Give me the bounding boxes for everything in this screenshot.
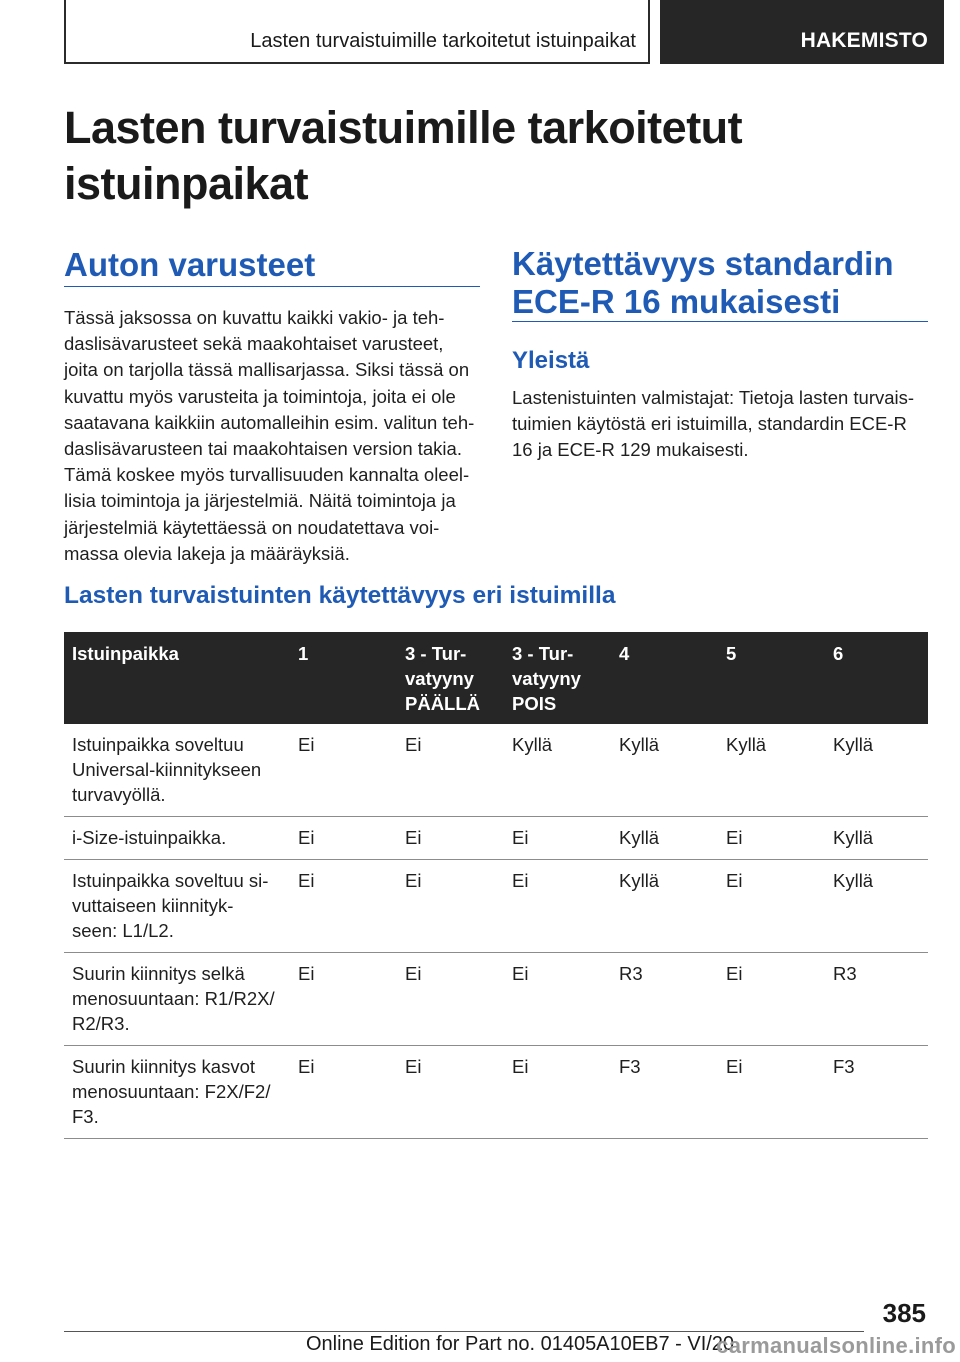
right-heading-line-1: Käytettävyys standardin bbox=[512, 245, 894, 282]
right-heading-rule bbox=[512, 321, 928, 322]
left-section-body bbox=[64, 305, 484, 567]
column-header-text: vatyyny bbox=[512, 668, 581, 689]
cell-text: Ei bbox=[298, 870, 315, 891]
table-row bbox=[64, 860, 928, 953]
cell-text: Kyllä bbox=[833, 734, 874, 755]
column-header bbox=[64, 632, 290, 724]
footer-edition-text: Online Edition for Part no. 01405A10EB7 - VI/20 bbox=[306, 1333, 735, 1355]
cell-text: Ei bbox=[726, 827, 743, 848]
column-header-text: 4 bbox=[619, 643, 630, 664]
right-body-line: Lastenistuinten valmistajat: Tietoja lasten turvais- bbox=[512, 387, 915, 408]
cell-text: Kyllä bbox=[619, 827, 660, 848]
column-header-text: 3 - Tur- bbox=[405, 643, 467, 664]
left-body-line: massa olevia lakeja ja määräyksiä. bbox=[64, 542, 350, 564]
cell-text: R2/R3. bbox=[72, 1013, 130, 1034]
seat-description-cell bbox=[64, 1046, 290, 1139]
table-body bbox=[64, 724, 928, 1139]
table-row bbox=[64, 724, 928, 817]
suitability-cell bbox=[611, 724, 718, 817]
cell-text: R3 bbox=[833, 963, 857, 984]
suitability-cell bbox=[718, 1046, 825, 1139]
column-header-text: Istuinpaikka bbox=[72, 643, 179, 664]
suitability-cell bbox=[825, 1046, 928, 1139]
column-header bbox=[290, 632, 397, 724]
column-header bbox=[397, 632, 504, 724]
suitability-cell bbox=[290, 860, 397, 953]
column-header bbox=[718, 632, 825, 724]
page-number: 385 bbox=[882, 1298, 926, 1328]
suitability-cell bbox=[290, 724, 397, 817]
suitability-cell bbox=[611, 1046, 718, 1139]
suitability-cell bbox=[397, 953, 504, 1046]
suitability-cell bbox=[290, 1046, 397, 1139]
left-body-line: Tässä jaksossa on kuvattu kaikki vakio- ja teh- bbox=[64, 307, 445, 328]
table-row bbox=[64, 817, 928, 860]
table-header-row bbox=[64, 632, 928, 724]
cell-text: Ei bbox=[512, 1056, 529, 1077]
cell-text: Istuinpaikka soveltuu si- bbox=[72, 870, 269, 891]
table-row bbox=[64, 953, 928, 1046]
cell-text: Suurin kiinnitys kasvot bbox=[72, 1056, 256, 1077]
index-tab[interactable] bbox=[660, 0, 944, 64]
cell-text: i-Size-istuinpaikka. bbox=[72, 827, 227, 848]
suitability-cell bbox=[718, 817, 825, 860]
cell-text: Ei bbox=[405, 1056, 422, 1077]
cell-text: Ei bbox=[405, 734, 422, 755]
left-body-line: Tämä koskee myös turvallisuuden kannalta oleel- bbox=[64, 464, 470, 486]
suitability-cell bbox=[504, 860, 611, 953]
suitability-cell bbox=[718, 860, 825, 953]
cell-text: Kyllä bbox=[833, 870, 874, 891]
footer-watermark: carmanualsonline.info bbox=[716, 1333, 956, 1358]
footer-rule bbox=[64, 1331, 864, 1332]
page-title bbox=[64, 100, 924, 212]
suitability-cell bbox=[611, 817, 718, 860]
cell-text: Ei bbox=[726, 963, 743, 984]
cell-text: Suurin kiinnitys selkä bbox=[72, 963, 245, 984]
left-body-line: daslisävarusteet sekä maakohtaiset varusteet, bbox=[64, 333, 444, 355]
column-header-text: POIS bbox=[512, 693, 557, 714]
cell-text: menosuuntaan: R1/R2X/ bbox=[72, 988, 275, 1009]
column-header bbox=[825, 632, 928, 724]
general-subheading: Yleistä bbox=[512, 347, 590, 374]
suitability-cell bbox=[504, 724, 611, 817]
suitability-cell bbox=[825, 724, 928, 817]
cell-text: Kyllä bbox=[619, 734, 660, 755]
column-header bbox=[611, 632, 718, 724]
right-body-line: 16 ja ECE-R 129 mukaisesti. bbox=[512, 439, 749, 461]
cell-text: Ei bbox=[405, 963, 422, 984]
cell-text: menosuuntaan: F2X/F2/ bbox=[72, 1081, 271, 1102]
left-body-line: lisia toimintoja ja järjestelmiä. Näitä toimintoja ja bbox=[64, 490, 456, 512]
suitability-cell bbox=[504, 1046, 611, 1139]
left-body-line: daslisävarusteen tai maakohtaisen version takia. bbox=[64, 438, 462, 460]
cell-text: Ei bbox=[405, 870, 422, 891]
header-section-title: Lasten turvaistuimille tarkoitetut istuinpaikat bbox=[250, 30, 636, 52]
table-row bbox=[64, 1046, 928, 1139]
seat-description-cell bbox=[64, 953, 290, 1046]
column-header-text: PÄÄLLÄ bbox=[405, 693, 481, 714]
suitability-cell bbox=[504, 953, 611, 1046]
seat-description-cell bbox=[64, 860, 290, 953]
cell-text: Kyllä bbox=[512, 734, 553, 755]
cell-text: Ei bbox=[512, 870, 529, 891]
left-body-line: järjestelmiä käytettäessä on noudatettava voi- bbox=[64, 516, 440, 538]
suitability-cell bbox=[397, 817, 504, 860]
suitability-cell bbox=[825, 817, 928, 860]
table-title: Lasten turvaistuinten käytettävyys eri istuimilla bbox=[64, 582, 616, 609]
column-header-text: 6 bbox=[833, 643, 844, 664]
cell-text: Ei bbox=[298, 734, 315, 755]
seat-description-cell bbox=[64, 817, 290, 860]
suitability-cell bbox=[611, 953, 718, 1046]
suitability-cell bbox=[825, 953, 928, 1046]
cell-text: F3 bbox=[833, 1056, 855, 1077]
right-section-heading bbox=[512, 245, 893, 321]
cell-text: seen: L1/L2. bbox=[72, 920, 174, 941]
cell-text: F3. bbox=[72, 1106, 99, 1127]
right-section-body bbox=[512, 385, 932, 464]
cell-text: Ei bbox=[298, 827, 315, 848]
right-heading-line-2: ECE-R 16 mukaisesti bbox=[512, 283, 841, 320]
cell-text: Ei bbox=[298, 1056, 315, 1077]
suitability-cell bbox=[397, 1046, 504, 1139]
page-title-line-2: istuinpaikat bbox=[64, 158, 309, 209]
header-section-box bbox=[64, 0, 650, 64]
suitability-cell bbox=[290, 953, 397, 1046]
cell-text: R3 bbox=[619, 963, 643, 984]
cell-text: Ei bbox=[726, 870, 743, 891]
suitability-cell bbox=[718, 724, 825, 817]
page-title-line-1: Lasten turvaistuimille tarkoitetut bbox=[64, 102, 743, 153]
right-body-line: tuimien käytöstä eri istuimilla, standardin ECE-R bbox=[512, 413, 907, 435]
cell-text: Universal-kiinnitykseen bbox=[72, 759, 262, 780]
cell-text: Ei bbox=[512, 827, 529, 848]
cell-text: vuttaiseen kiinnityk- bbox=[72, 895, 234, 916]
cell-text: Ei bbox=[298, 963, 315, 984]
cell-text: Kyllä bbox=[833, 827, 874, 848]
suitability-cell bbox=[611, 860, 718, 953]
column-header-text: 1 bbox=[298, 643, 309, 664]
cell-text: Ei bbox=[726, 1056, 743, 1077]
seat-suitability-table bbox=[64, 632, 928, 1139]
suitability-cell bbox=[504, 817, 611, 860]
left-body-line: saatavana kaikkiin automalleihin esim. valitun teh- bbox=[64, 411, 475, 433]
suitability-cell bbox=[718, 953, 825, 1046]
cell-text: Ei bbox=[512, 963, 529, 984]
cell-text: F3 bbox=[619, 1056, 641, 1077]
cell-text: Kyllä bbox=[619, 870, 660, 891]
left-body-line: joita on tarjolla tässä mallisarjassa. Siksi tässä on bbox=[64, 359, 470, 381]
cell-text: turvavyöllä. bbox=[72, 784, 166, 805]
cell-text: Kyllä bbox=[726, 734, 767, 755]
left-section-heading: Auton varusteet bbox=[64, 246, 316, 283]
cell-text: Istuinpaikka soveltuu bbox=[72, 734, 244, 755]
seat-description-cell bbox=[64, 724, 290, 817]
cell-text: Ei bbox=[405, 827, 422, 848]
column-header-text: vatyyny bbox=[405, 668, 474, 689]
left-body-line: kuvattu myös varusteita ja toimintoja, joita ei ole bbox=[64, 385, 456, 407]
suitability-cell bbox=[397, 724, 504, 817]
index-tab-label: HAKEMISTO bbox=[800, 29, 928, 52]
suitability-cell bbox=[825, 860, 928, 953]
column-header-text: 5 bbox=[726, 643, 737, 664]
suitability-cell bbox=[290, 817, 397, 860]
suitability-cell bbox=[397, 860, 504, 953]
column-header-text: 3 - Tur- bbox=[512, 643, 574, 664]
column-header bbox=[504, 632, 611, 724]
left-heading-rule bbox=[64, 286, 480, 287]
